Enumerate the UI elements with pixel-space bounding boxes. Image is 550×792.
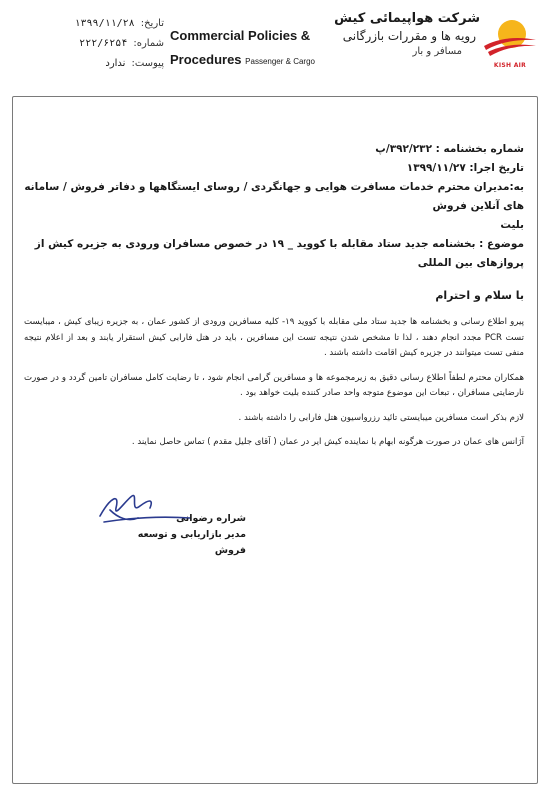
letter-body <box>24 140 524 460</box>
department-sub: مسافر و بار <box>412 46 462 57</box>
paragraph: همکاران محترم لطفاً اطلاع رسانی دقیق به زیرمجموعه ها و مسافرین گرامی انجام شود ، تا رضایت کامل مسافران تامین گردد و در صورت نارضایتی مسافران ، تبعات این موضوع متوجه واحد صادر کننده بلیت خواهد بود . <box>24 372 524 398</box>
signatory-title: مدیر بازاریابی و توسعه فروش <box>137 529 246 556</box>
document-series-title <box>170 22 330 72</box>
paragraph: لازم بذکر است مسافرین میبایستی تائید رزرواسیون هتل فارابی را داشته باشند . <box>238 412 524 423</box>
title-line-2: Procedures Passenger & Cargo <box>170 52 315 67</box>
paragraph: آژانس های عمان در صورت هرگونه ابهام با نماینده کیش ایر در عمان ( آقای جلیل مقدم ) تماس حاصل نمایند . <box>131 437 524 447</box>
subject-line: موضوع : بخشنامه جدید ستاد مقابله با کووید _ ۱۹ در خصوص مسافران ورودی به جزیره کیش از پروازهای بین المللی <box>34 238 524 269</box>
attachment-label: پیوست: <box>131 58 164 69</box>
department-name: رویه ها و مقررات بازرگانی <box>342 29 476 43</box>
recipients-continued: بلیت <box>500 219 524 231</box>
letter-meta <box>14 14 164 74</box>
date-value: ۱۳۹۹/۱۱/۲۸ <box>74 18 135 29</box>
execution-date: تاریخ اجرا: ۱۳۹۹/۱۱/۲۷ <box>406 162 524 174</box>
number-value: ۲۲۲/۶۲۵۴ <box>79 38 128 49</box>
signatory <box>106 511 246 559</box>
date-label: تاریخ: <box>140 18 164 29</box>
kish-air-logo-icon <box>482 12 538 62</box>
recipients: به:مدیران محترم خدمات مسافرت هوایی و جهانگردی / روسای ایستگاهها و دفاتر فروش / سامانه های آنلاین فروش <box>24 181 524 212</box>
paragraph: پیرو اطلاع رسانی و بخشنامه ها جدید ستاد ملی مقابله با کووید ۱۹- کلیه مسافرین ورودی از کشور عمان ، به جزیره زیبای کیش ، میبایست تست PCR مجدد انجام دهند ، لذا تا مشخص شدن نتیجه تست این مسافرین ، باید در هتل فارابی کیش استقرار یابند و بعد از اعلام نتیجه منفی تست میتوانند در جزیره کیش اقامت داشته باشند . <box>24 317 524 358</box>
title-line-1: Commercial Policies & <box>170 28 311 43</box>
number-label: شماره: <box>133 38 164 49</box>
greeting: با سلام و احترام <box>435 289 524 302</box>
meta-attachment <box>14 54 164 74</box>
attachment-value: ندارد <box>105 58 126 69</box>
meta-date <box>14 14 164 34</box>
circular-number: شماره بخشنامه : ۳۹۲/۲۳۲/پ <box>375 143 524 155</box>
company-name: شرکت هواپیمائی کیش <box>334 11 480 26</box>
signatory-name: شراره رضوانی <box>176 513 246 524</box>
logo-text: KISH AIR <box>493 62 527 69</box>
meta-number <box>14 34 164 54</box>
title-line-2-sub: Passenger & Cargo <box>245 57 315 66</box>
